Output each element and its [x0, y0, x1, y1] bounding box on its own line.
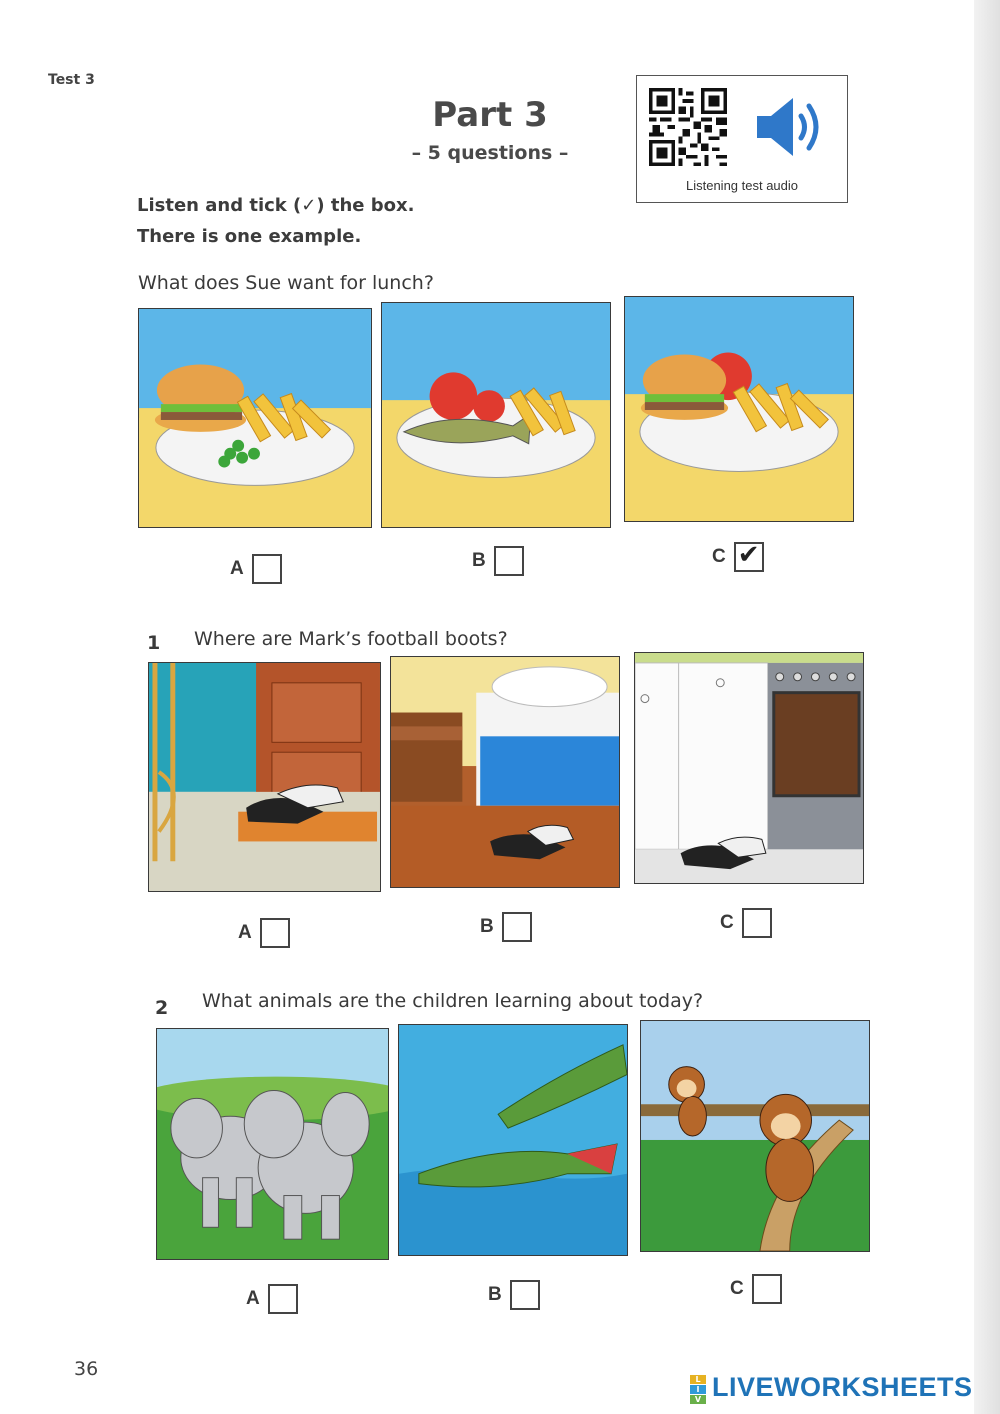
question-number: 1: [147, 632, 161, 654]
option-letter: B: [472, 550, 486, 571]
option-letter: C: [720, 912, 734, 933]
example-picture-c: [624, 296, 854, 522]
page-edge-shadow: [974, 0, 1000, 1414]
checkbox-checked[interactable]: [734, 542, 764, 572]
question-2-text: What animals are the children learning about today?: [202, 990, 704, 1012]
question-2-option-b[interactable]: [488, 1280, 540, 1310]
question-2-picture-c: [640, 1020, 870, 1252]
checkbox[interactable]: [494, 546, 524, 576]
example-question: What does Sue want for lunch?: [138, 272, 434, 294]
checkbox[interactable]: [268, 1284, 298, 1314]
checkbox[interactable]: [260, 918, 290, 948]
option-letter: B: [488, 1284, 502, 1305]
checkbox[interactable]: [252, 554, 282, 584]
question-1-text: Where are Mark’s football boots?: [194, 628, 508, 650]
option-letter: C: [730, 1278, 744, 1299]
question-2-option-c[interactable]: [730, 1274, 782, 1304]
example-option-c[interactable]: [712, 542, 764, 572]
question-2-picture-b: [398, 1024, 628, 1256]
checkbox[interactable]: [752, 1274, 782, 1304]
example-picture-b: [381, 302, 611, 528]
question-1-picture-a: [148, 662, 381, 892]
option-letter: A: [238, 922, 252, 943]
part-title: Part 3: [432, 95, 548, 135]
example-picture-a: [138, 308, 372, 528]
question-1-option-c[interactable]: [720, 908, 772, 938]
question-1-picture-c: [634, 652, 864, 884]
option-letter: A: [246, 1288, 260, 1309]
checkbox[interactable]: [502, 912, 532, 942]
part-subtitle: – 5 questions –: [411, 142, 569, 164]
checkbox[interactable]: [742, 908, 772, 938]
question-2-picture-a: [156, 1028, 389, 1260]
option-letter: A: [230, 558, 244, 579]
instruction-line-2: There is one example.: [137, 226, 362, 247]
question-1-option-a[interactable]: [238, 918, 290, 948]
question-1-picture-b: [390, 656, 620, 888]
question-2-option-a[interactable]: [246, 1284, 298, 1314]
qr-code-icon[interactable]: [649, 88, 727, 166]
checkbox[interactable]: [510, 1280, 540, 1310]
audio-panel[interactable]: [636, 75, 848, 203]
example-option-a[interactable]: [230, 554, 282, 584]
liveworksheets-logo-icon: L I V: [690, 1375, 706, 1401]
question-number: 2: [155, 997, 169, 1019]
check-mark-icon: ✔: [737, 540, 760, 570]
page-number: 36: [74, 1358, 99, 1380]
question-1-option-b[interactable]: [480, 912, 532, 942]
liveworksheets-brand[interactable]: [690, 1372, 973, 1403]
audio-label: Listening test audio: [685, 178, 799, 193]
example-option-b[interactable]: [472, 546, 524, 576]
test-label: Test 3: [48, 72, 95, 88]
speaker-icon[interactable]: [753, 92, 825, 162]
brand-name: LIVEWORKSHEETS: [712, 1372, 973, 1402]
option-letter: B: [480, 916, 494, 937]
option-letter: C: [712, 546, 726, 567]
instruction-line-1: Listen and tick (✓) the box.: [137, 195, 415, 216]
